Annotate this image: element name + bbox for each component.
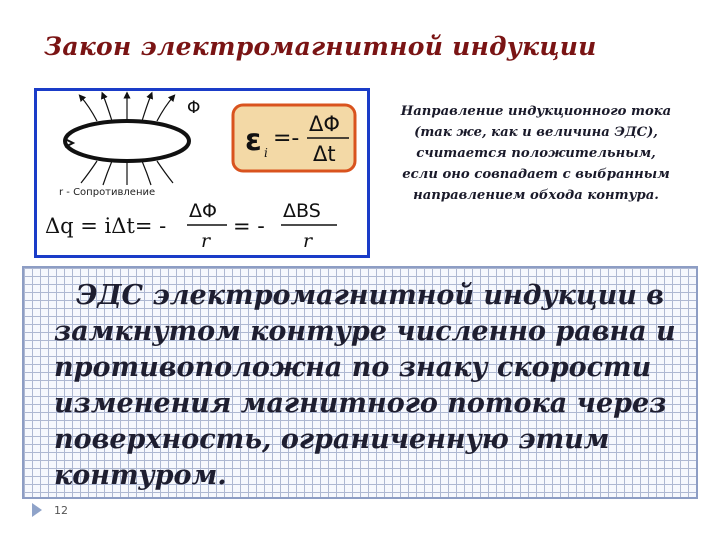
emf-numerator: ΔΦ <box>309 112 340 136</box>
charge-numerator-2: ΔBS <box>283 200 321 222</box>
emf-symbol: ε <box>245 123 262 158</box>
definition-line: изменения магнитного потока через <box>54 388 667 419</box>
flux-label: Φ <box>187 98 201 118</box>
definition-line: контуром. <box>54 460 227 491</box>
slide-marker-icon <box>32 503 42 517</box>
charge-numerator-1: ΔΦ <box>189 200 217 222</box>
definition-panel <box>22 266 698 499</box>
definition-line: ЭДС электромагнитной индукции в <box>76 280 665 311</box>
definition-line: противоположна по знаку скорости <box>54 352 652 383</box>
resistance-note: r - Сопротивление <box>59 187 156 198</box>
slide-number: 12 <box>54 504 68 517</box>
induction-figure <box>34 88 370 258</box>
charge-formula-lhs: Δq = iΔt= - <box>45 214 167 238</box>
emf-denominator: Δt <box>313 142 336 166</box>
field-lines <box>81 95 173 185</box>
emf-subscript: i <box>264 146 268 160</box>
charge-denominator-2: r <box>303 230 313 252</box>
current-direction-note: Направление индукционного тока (так же, как и величина ЭДС), считается положительным, если оно совпадает с выбранным направлением обхода контура. <box>400 104 672 203</box>
definition-line: замкнутом контуре численно равна и <box>54 316 676 347</box>
circuit-loop <box>65 121 189 161</box>
charge-middle: = - <box>233 214 265 238</box>
definition-text <box>54 278 694 494</box>
emf-formula-rhs: =- <box>273 126 300 151</box>
charge-denominator-1: r <box>201 230 211 252</box>
slide-title: Закон электромагнитной индукции <box>44 32 597 61</box>
figure-diagram <box>37 91 367 255</box>
definition-line: поверхность, ограниченную этим <box>54 424 610 455</box>
